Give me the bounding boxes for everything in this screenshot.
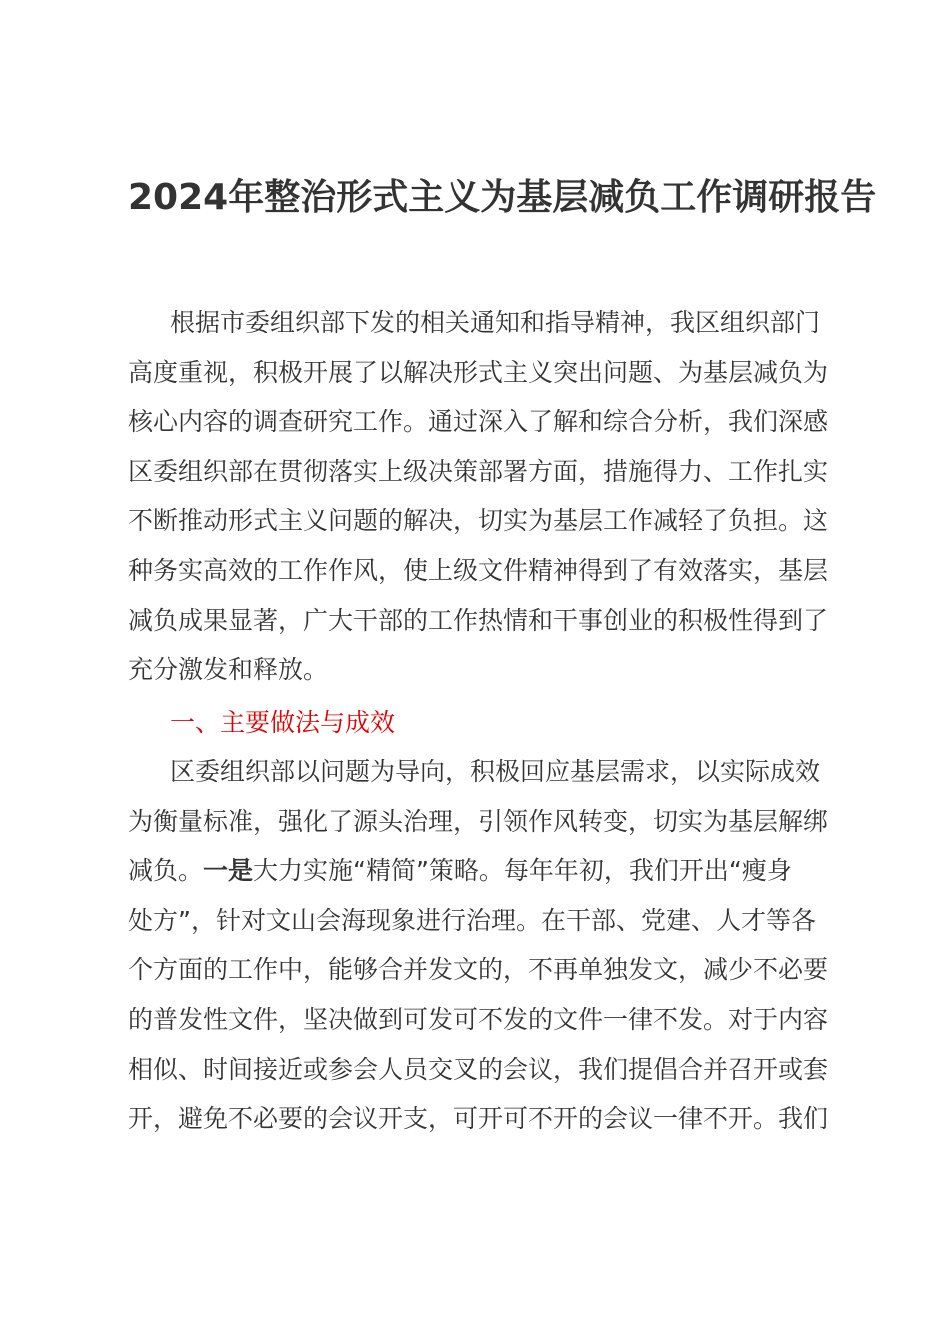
paragraph-line: 核心内容的调查研究工作。通过深入了解和综合分析，我们深感	[128, 407, 829, 437]
bold-marker: 一是	[203, 856, 254, 886]
paragraph-line	[128, 846, 848, 896]
paragraph-line: 不断推动形式主义问题的解决，切实为基层工作减轻了负担。这	[128, 506, 829, 536]
paragraph-text: 大力实施“精简”策略。每年年初，我们开出“瘦身	[253, 856, 792, 886]
paragraph-line: 为衡量标准，强化了源头治理，引领作风转变，切实为基层解绑	[128, 806, 829, 836]
paragraph-line: 充分激发和释放。	[128, 655, 329, 685]
paragraph-intro	[128, 298, 848, 695]
paragraph-line: 高度重视，积极开展了以解决形式主义突出问题、为基层减负为	[128, 357, 829, 387]
paragraph-line: 处方”，针对文山会海现象进行治理。在干部、党建、人才等各	[128, 905, 816, 935]
document-title: 2024年整治形式主义为基层减负工作调研报告	[128, 177, 877, 218]
paragraph-line: 开，避免不必要的会议开支，可开可不开的会议一律不开。我们	[128, 1104, 829, 1134]
paragraph-line: 的普发性文件，坚决做到可发可不发的文件一律不发。对于内容	[128, 1004, 829, 1034]
paragraph-line: 个方面的工作中，能够合并发文的，不再单独发文，减少不必要	[128, 955, 829, 985]
paragraph-line: 区委组织部在贯彻落实上级决策部署方面，措施得力、工作扎实	[128, 456, 829, 486]
paragraph-line: 减负成果显著，广大干部的工作热情和干事创业的积极性得到了	[128, 605, 829, 635]
paragraph-line: 区委组织部以问题为导向，积极回应基层需求，以实际成效	[170, 757, 821, 786]
paragraph-line: 相似、时间接近或参会人员交叉的会议，我们提倡合并召开或套	[128, 1054, 829, 1084]
section-heading: 一、主要做法与成效	[170, 708, 396, 737]
paragraph-text: 减负。	[128, 856, 204, 886]
paragraph-line: 种务实高效的工作作风，使上级文件精神得到了有效落实，基层	[128, 555, 829, 585]
paragraph-line: 根据市委组织部下发的相关通知和指导精神，我区组织部门	[170, 308, 821, 337]
paragraph-main-practices	[128, 747, 848, 1144]
